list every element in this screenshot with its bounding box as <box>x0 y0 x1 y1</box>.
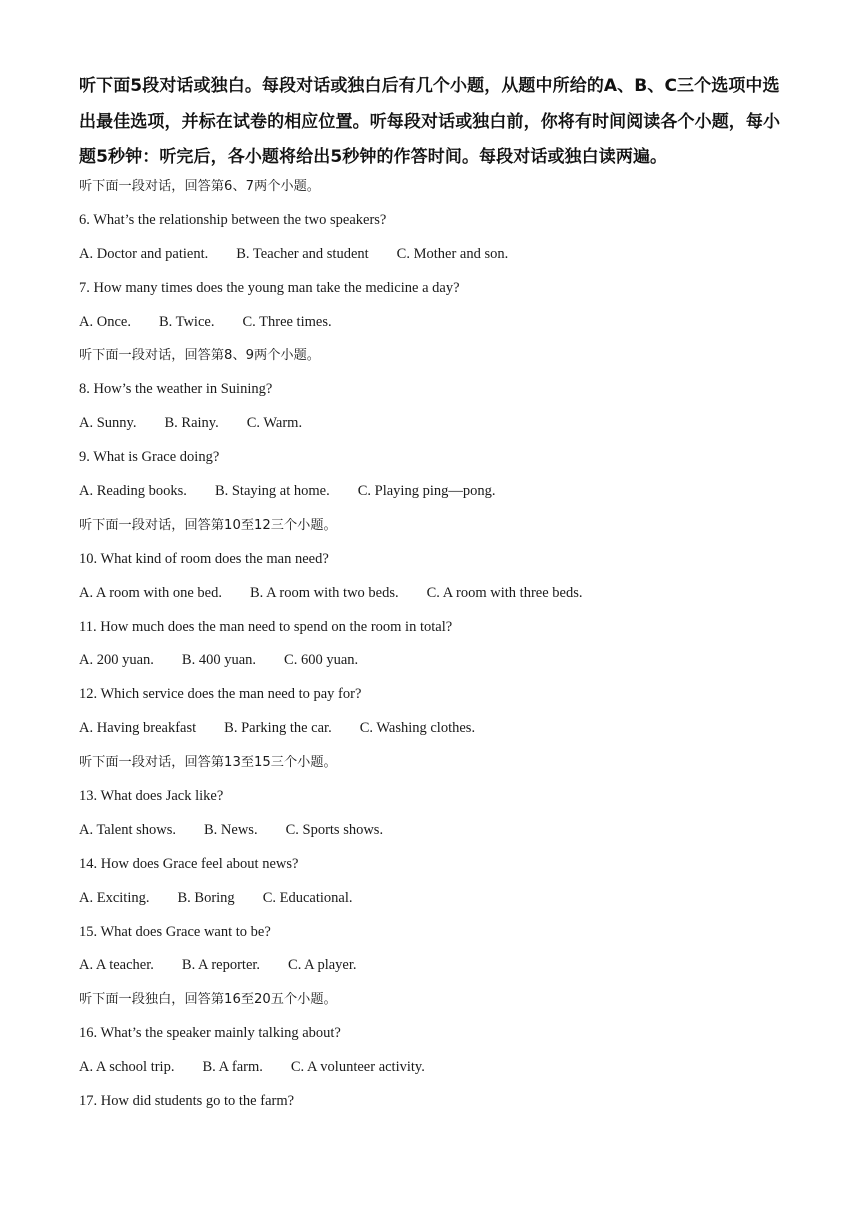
answer-option: B. News. <box>204 821 258 838</box>
answer-option: B. Parking the car. <box>224 720 332 737</box>
answer-option: C. A room with three beds. <box>426 584 583 601</box>
options-row <box>79 407 799 441</box>
answer-option: C. Mother and son. <box>396 245 509 262</box>
answer-option: C. Warm. <box>246 415 303 432</box>
question-stem: 12. Which service does the man need to pay for? <box>79 686 362 703</box>
section-heading: 听下面一段对话，回答第6、7两个小题。 <box>79 179 320 194</box>
answer-option: C. Sports shows. <box>285 821 384 838</box>
answer-option: B. Twice. <box>158 313 215 330</box>
question-stem: 13. What does Jack like? <box>79 788 224 805</box>
answer-option: B. 400 yuan. <box>181 652 257 669</box>
answer-option: C. Washing clothes. <box>359 720 476 737</box>
answer-option: B. Boring <box>177 889 235 906</box>
answer-option: A. A room with one bed. <box>79 584 222 601</box>
question-stem: 17. How did students go to the farm? <box>79 1093 295 1110</box>
answer-option: B. Staying at home. <box>214 483 330 500</box>
question-stem: 11. How much does the man need to spend on the room in total? <box>79 618 453 635</box>
answer-option: B. Teacher and student <box>236 245 369 262</box>
answer-option: A. Talent shows. <box>79 821 176 838</box>
answer-option: B. Rainy. <box>164 415 219 432</box>
answer-option: A. Once. <box>79 313 131 330</box>
section-heading: 听下面一段对话，回答第10至12三个小题。 <box>79 517 337 533</box>
answer-option: B. A reporter. <box>181 957 261 974</box>
answer-option: C. Educational. <box>262 889 353 906</box>
options-row <box>79 814 799 848</box>
question-stem: 14. How does Grace feel about news? <box>79 855 299 872</box>
answer-option: C. A player. <box>288 957 357 974</box>
answer-option: A. Reading books. <box>79 483 187 500</box>
answer-option: A. 200 yuan. <box>79 652 154 669</box>
answer-option: A. A teacher. <box>79 957 154 974</box>
answer-option: A. Sunny. <box>79 415 137 432</box>
answer-option: C. A volunteer activity. <box>290 1059 425 1076</box>
section-heading: 听下面一段对话，回答第13至15三个小题。 <box>79 755 337 771</box>
question-stem: 6. What’s the relationship between the two speakers? <box>79 211 387 228</box>
answer-option: C. Playing ping—pong. <box>357 483 496 500</box>
options-row <box>79 475 799 509</box>
question-stem: 8. How’s the weather in Suining? <box>79 381 273 398</box>
section-heading: 听下面一段独白，回答第16至20五个小题。 <box>79 992 337 1008</box>
question-stem: 16. What’s the speaker mainly talking about? <box>79 1025 341 1042</box>
options-row <box>79 712 799 746</box>
answer-option: A. Exciting. <box>79 889 150 906</box>
answer-option: A. Having breakfast <box>79 720 197 737</box>
section-heading: 听下面一段对话，回答第8、9两个小题。 <box>79 348 320 364</box>
options-row <box>79 1051 799 1085</box>
options-row <box>79 949 799 983</box>
answer-option: A. Doctor and patient. <box>79 245 209 262</box>
options-row <box>79 238 799 272</box>
options-row <box>79 882 799 916</box>
answer-option: B. A farm. <box>202 1059 263 1076</box>
answer-option: B. A room with two beds. <box>249 584 399 601</box>
question-list <box>79 170 799 1119</box>
options-row <box>79 577 799 611</box>
question-stem: 10. What kind of room does the man need? <box>79 550 329 567</box>
options-row <box>79 644 799 678</box>
question-stem: 15. What does Grace want to be? <box>79 923 271 940</box>
answer-option: C. 600 yuan. <box>284 652 359 669</box>
answer-option: C. Three times. <box>242 313 332 330</box>
listening-instructions: 听下面5段对话或独白。每段对话或独白后有几个小题，从题中所给的A、B、C三个选项中选出最佳选项，并标在试卷的相应位置。听每段对话或独白前，你将有时间阅读各个小题，每小题5秒钟：听完后，各小题将给出5秒钟的作答时间。每段对话或独白读两遍。 <box>79 76 781 167</box>
question-stem: 7. How many times does the young man take the medicine a day? <box>79 279 460 296</box>
options-row <box>79 306 799 340</box>
question-stem: 9. What is Grace doing? <box>79 449 220 466</box>
answer-option: A. A school trip. <box>79 1059 175 1076</box>
